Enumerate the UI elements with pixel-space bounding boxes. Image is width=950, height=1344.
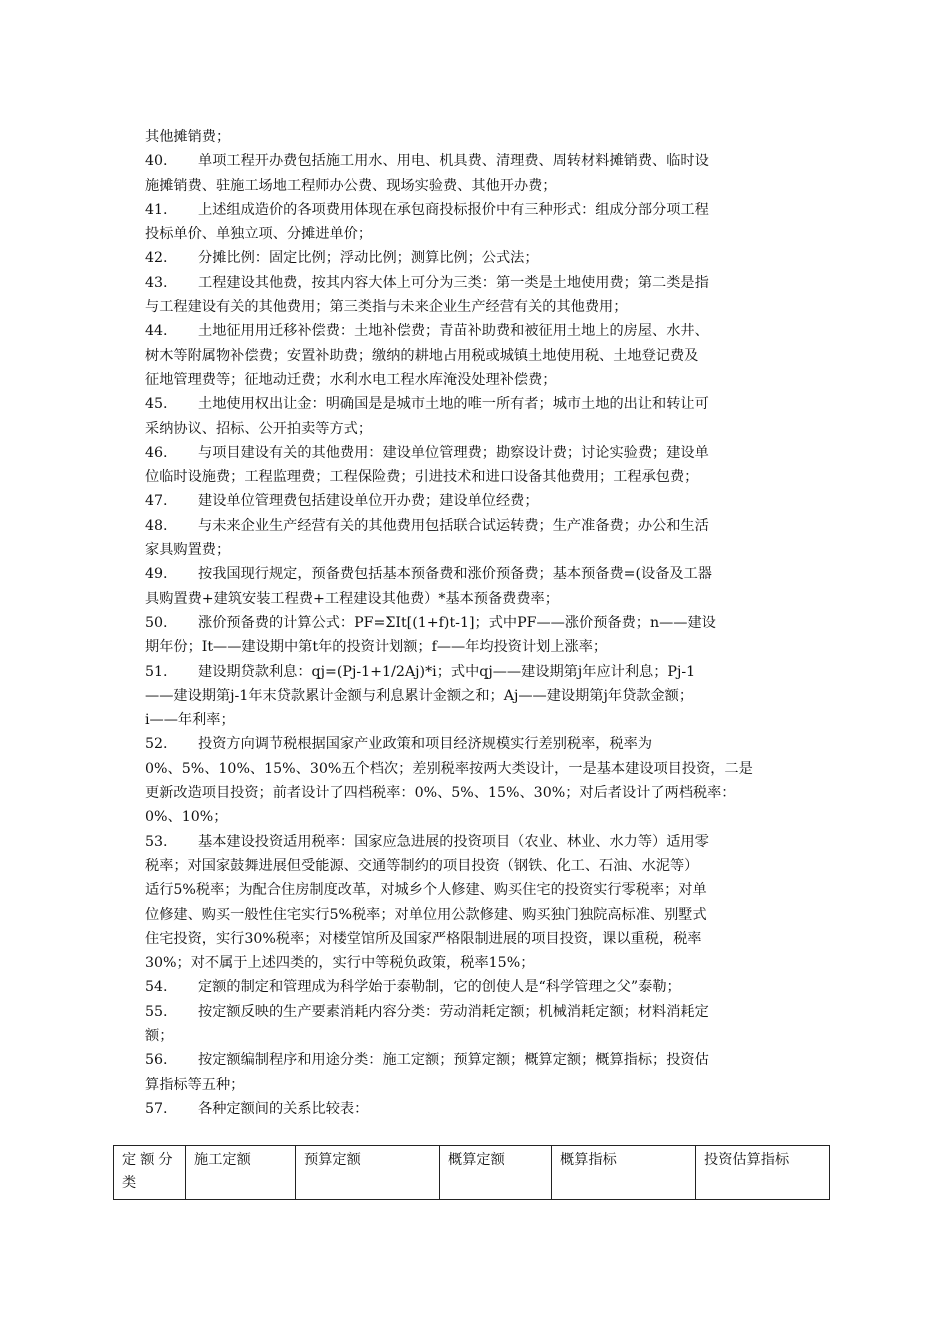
text-line — [145, 489, 813, 513]
line-text: 上述组成造价的各项费用体现在承包商投标报价中有三种形式：组成分部分项工程 — [198, 201, 709, 218]
line-text: 与项目建设有关的其他费用：建设单位管理费；勘察设计费；讨论实验费；建设单 — [198, 444, 709, 461]
text-line — [145, 684, 813, 708]
text-line — [145, 951, 813, 975]
text-line — [145, 878, 813, 902]
text-line — [145, 295, 813, 319]
item-number: 51. — [145, 663, 168, 680]
line-text: 位修建、购买一般性住宅实行5%税率；对单位用公款修建、购买独门独院高标准、别墅式 — [145, 906, 707, 923]
text-line — [145, 1073, 813, 1097]
item-number: 46. — [145, 444, 168, 461]
line-text: 采纳协议、招标、公开拍卖等方式； — [145, 420, 373, 437]
line-text: 建设单位管理费包括建设单位开办费；建设单位经费； — [198, 493, 539, 510]
table-header-cell: 概算定额 — [440, 1146, 552, 1200]
line-text: 单项工程开办费包括施工用水、用电、机具费、清理费、周转材料摊销费、临时设 — [198, 153, 709, 170]
text-line — [145, 1048, 813, 1072]
text-line — [145, 587, 813, 611]
text-line — [145, 611, 813, 635]
text-line — [145, 708, 813, 732]
line-text: 定额的制定和管理成为科学始于泰勒制，它的创使人是“科学管理之父”泰勒； — [198, 979, 681, 996]
line-text: 投标单价、单独立项、分摊进单价； — [145, 226, 373, 243]
text-line — [145, 732, 813, 756]
line-text: 住宅投资，实行30%税率；对楼堂馆所及国家严格限制进展的项目投资，课以重税，税率 — [145, 930, 702, 947]
line-text: 与工程建设有关的其他费用；第三类指与未来企业生产经营有关的其他费用； — [145, 299, 628, 316]
text-line — [145, 149, 813, 173]
text-line — [145, 927, 813, 951]
item-number: 45. — [145, 396, 168, 413]
item-number: 50. — [145, 614, 168, 631]
line-text: 0%、10%； — [145, 809, 228, 826]
item-number: 49. — [145, 566, 168, 583]
text-line — [145, 1000, 813, 1024]
text-line — [145, 1097, 813, 1121]
item-number: 44. — [145, 323, 168, 340]
text-line — [145, 830, 813, 854]
text-line — [145, 222, 813, 246]
text-line — [145, 562, 813, 586]
item-number: 43. — [145, 274, 168, 291]
item-number: 41. — [145, 201, 168, 218]
table-header-cell: 施工定额 — [186, 1146, 296, 1200]
text-line — [145, 271, 813, 295]
line-text: 投资方向调节税根据国家产业政策和项目经济规模实行差别税率，税率为 — [198, 736, 653, 753]
line-text: ——建设期第j-1年末贷款累计金额与利息累计金额之和；Aj——建设期第j年贷款金额； — [145, 687, 694, 704]
line-text: 树木等附属物补偿费；安置补助费；缴纳的耕地占用税或城镇土地使用税、土地登记费及 — [145, 347, 699, 364]
text-line — [145, 781, 813, 805]
item-number: 40. — [145, 153, 168, 170]
line-text: 分摊比例：固定比例；浮动比例；测算比例；公式法； — [198, 250, 539, 267]
line-text: 按我国现行规定，预备费包括基本预备费和涨价预备费；基本预备费=(设备及工器 — [198, 566, 712, 583]
table-header-cell: 定额分类 — [114, 1146, 186, 1200]
text-line — [145, 392, 813, 416]
text-line — [145, 660, 813, 684]
item-number: 47. — [145, 493, 168, 510]
line-text: 其他摊销费； — [145, 129, 231, 145]
text-line — [145, 514, 813, 538]
line-text: 土地使用权出让金：明确国是是城市土地的唯一所有者；城市土地的出让和转让可 — [198, 396, 709, 413]
line-text: 算指标等五种； — [145, 1076, 245, 1093]
item-number: 53. — [145, 833, 168, 850]
line-text: 额； — [145, 1027, 174, 1044]
line-text: 按定额编制程序和用途分类：施工定额；预算定额；概算定额；概算指标；投资估 — [198, 1052, 709, 1069]
line-text: 位临时设施费；工程监理费；工程保险费；引进技术和进口设备其他费用；工程承包费； — [145, 469, 699, 486]
item-number: 54. — [145, 979, 168, 996]
table-header-row — [114, 1146, 830, 1200]
text-line — [145, 319, 813, 343]
document-body — [145, 125, 813, 1121]
text-line — [145, 125, 813, 149]
line-text: 适行5%税率；为配合住房制度改革，对城乡个人修建、购买住宅的投资实行零税率；对单 — [145, 882, 707, 899]
quota-comparison-table — [113, 1145, 830, 1200]
text-line — [145, 975, 813, 999]
line-text: 按定额反映的生产要素消耗内容分类：劳动消耗定额；机械消耗定额；材料消耗定 — [198, 1003, 709, 1020]
line-text: 更新改造项目投资；前者设计了四档税率：0%、5%、15%、30%；对后者设计了两档税率： — [145, 785, 736, 802]
text-line — [145, 246, 813, 270]
text-line — [145, 854, 813, 878]
text-line — [145, 417, 813, 441]
line-text: 与未来企业生产经营有关的其他费用包括联合试运转费；生产准备费；办公和生活 — [198, 517, 709, 534]
line-text: i——年利率； — [145, 712, 235, 729]
item-number: 48. — [145, 517, 168, 534]
text-line — [145, 174, 813, 198]
item-number: 57. — [145, 1100, 168, 1117]
text-line — [145, 538, 813, 562]
text-line — [145, 805, 813, 829]
line-text: 税率；对国家鼓舞进展但受能源、交通等制约的项目投资（钢铁、化工、石油、水泥等） — [145, 857, 699, 874]
item-number: 42. — [145, 250, 168, 267]
text-line — [145, 1024, 813, 1048]
text-line — [145, 757, 813, 781]
line-text: 具购置费+建筑安装工程费+工程建设其他费）*基本预备费费率； — [145, 590, 559, 607]
table-header-cell: 概算指标 — [552, 1146, 696, 1200]
item-number: 55. — [145, 1003, 168, 1020]
item-number: 52. — [145, 736, 168, 753]
text-line — [145, 465, 813, 489]
line-text: 家具购置费； — [145, 542, 231, 559]
line-text: 30%；对不属于上述四类的，实行中等税负政策，税率15%； — [145, 955, 535, 972]
line-text: 涨价预备费的计算公式：PF=ΣIt[(1+f)t-1]；式中PF——涨价预备费；n——建设 — [198, 614, 716, 631]
text-line — [145, 441, 813, 465]
line-text: 0%、5%、10%、15%、30%五个档次；差别税率按两大类设计，一是基本建设项目投资，二是 — [145, 760, 753, 777]
table-header-cell: 投资估算指标 — [696, 1146, 830, 1200]
line-text: 工程建设其他费，按其内容大体上可分为三类：第一类是土地使用费；第二类是指 — [198, 274, 709, 291]
item-number: 56. — [145, 1052, 168, 1069]
line-text: 各种定额间的关系比较表： — [198, 1100, 369, 1117]
text-line — [145, 635, 813, 659]
text-line — [145, 903, 813, 927]
text-line — [145, 368, 813, 392]
line-text: 基本建设投资适用税率：国家应急进展的投资项目（农业、林业、水力等）适用零 — [198, 833, 709, 850]
line-text: 施摊销费、驻施工场地工程师办公费、现场实验费、其他开办费； — [145, 177, 557, 194]
line-text: 期年份；It——建设期中第t年的投资计划额；f——年均投资计划上涨率； — [145, 639, 608, 656]
table-header-cell: 预算定额 — [296, 1146, 440, 1200]
text-line — [145, 198, 813, 222]
line-text: 征地管理费等；征地动迁费；水利水电工程水库淹没处理补偿费； — [145, 371, 557, 388]
line-text: 建设期贷款利息：qj=(Pj-1+1/2Aj)*i；式中qj——建设期第j年应计利息；Pj-1 — [198, 663, 696, 680]
text-line — [145, 344, 813, 368]
line-text: 土地征用用迁移补偿费：土地补偿费；青苗补助费和被征用土地上的房屋、水井、 — [198, 323, 709, 340]
